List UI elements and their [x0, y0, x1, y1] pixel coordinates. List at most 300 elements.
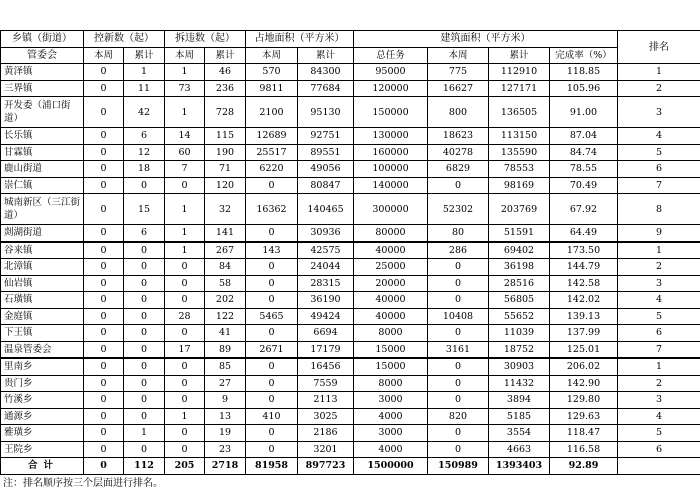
cell-build-cum: 3554: [489, 425, 550, 442]
table-row: [1, 64, 700, 81]
header-completion: 完成率（%）: [550, 47, 618, 64]
cell-approve-cum: 0: [124, 275, 165, 292]
cell-completion-rate: 116.58: [550, 441, 618, 458]
header-build-cum: 累计: [489, 47, 550, 64]
cell-build-week: 80: [428, 225, 489, 242]
cell-rank: 3: [618, 97, 700, 128]
cell-approve-week: 0: [84, 425, 124, 442]
cell-build-cum: 36198: [489, 259, 550, 276]
table-row: [1, 194, 700, 225]
cell-land-cum: 7559: [298, 375, 354, 392]
cell-build-week: 0: [428, 275, 489, 292]
cell-approve-cum: 42: [124, 97, 165, 128]
cell-town-name: 雅璜乡: [1, 425, 84, 442]
cell-town-name: 北漳镇: [1, 259, 84, 276]
header-land-cum: 累计: [298, 47, 354, 64]
cell-demolish-cum: 13: [205, 408, 246, 425]
cell-approve-cum: 11: [124, 80, 165, 97]
cell-demolish-week: 1: [165, 194, 205, 225]
cell-build-week: 6829: [428, 161, 489, 178]
header-approve-week: 本周: [84, 47, 124, 64]
cell-completion-rate: 125.01: [550, 341, 618, 358]
cell-land-week: 2671: [246, 341, 298, 358]
table-body: [1, 64, 700, 475]
cell-approve-week: 0: [84, 225, 124, 242]
cell-approve-week: 0: [84, 341, 124, 358]
cell-town-name: 剡湖街道: [1, 225, 84, 242]
cell-build-cum: 11039: [489, 325, 550, 342]
cell-demolish-cum: 41: [205, 325, 246, 342]
cell-demolish-week: 1: [165, 408, 205, 425]
cell-town-name: 三界镇: [1, 80, 84, 97]
cell-demolish-week: 0: [165, 259, 205, 276]
cell-land-cum: 6694: [298, 325, 354, 342]
cell-build-week: 40278: [428, 144, 489, 161]
cell-demolish-cum: 85: [205, 358, 246, 375]
cell-land-cum: 3201: [298, 441, 354, 458]
cell-rank: 1: [618, 358, 700, 375]
cell-rank: 1: [618, 242, 700, 259]
cell-total-task: 40000: [354, 308, 428, 325]
cell-approve-week: 0: [84, 392, 124, 409]
table-row: [1, 225, 700, 242]
cell-approve-cum: 0: [124, 242, 165, 259]
cell-build-cum: 98169: [489, 177, 550, 194]
cell-build-week: 0: [428, 358, 489, 375]
table-row: [1, 441, 700, 458]
cell-demolish-week: 14: [165, 128, 205, 145]
cell-build-week: 0: [428, 425, 489, 442]
cell-completion-rate: 118.85: [550, 64, 618, 81]
header-town: 乡镇（街道）: [1, 31, 84, 48]
cell-approve-week: 0: [84, 441, 124, 458]
cell-completion-rate: 206.02: [550, 358, 618, 375]
table-row: [1, 275, 700, 292]
cell-town-name: 开发委（浦口街道）: [1, 97, 84, 128]
cell-build-cum: 135590: [489, 144, 550, 161]
cell-land-week: 6220: [246, 161, 298, 178]
header-approve-cum: 累计: [124, 47, 165, 64]
cell-demolish-cum: 236: [205, 80, 246, 97]
cell-approve-week: 0: [84, 275, 124, 292]
cell-demolish-week: 60: [165, 144, 205, 161]
cell-demolish-cum: 267: [205, 242, 246, 259]
cell-demolish-week: 205: [165, 458, 205, 475]
cell-demolish-week: 1: [165, 64, 205, 81]
cell-build-cum: 18752: [489, 341, 550, 358]
table-row: [1, 408, 700, 425]
cell-total-task: 160000: [354, 144, 428, 161]
cell-completion-rate: 139.13: [550, 308, 618, 325]
cell-total-task: 3000: [354, 392, 428, 409]
cell-land-cum: 36190: [298, 292, 354, 309]
cell-build-cum: 127171: [489, 80, 550, 97]
cell-land-week: 0: [246, 441, 298, 458]
total-row: [1, 458, 700, 475]
cell-build-week: 800: [428, 97, 489, 128]
cell-completion-rate: 87.04: [550, 128, 618, 145]
cell-build-week: 0: [428, 441, 489, 458]
cell-build-cum: 136505: [489, 97, 550, 128]
cell-demolish-cum: 120: [205, 177, 246, 194]
header-build-group: 建筑面积（平方米）: [354, 31, 618, 48]
cell-total-task: 150000: [354, 97, 428, 128]
cell-demolish-cum: 27: [205, 375, 246, 392]
cell-approve-week: 0: [84, 64, 124, 81]
cell-rank: 1: [618, 64, 700, 81]
cell-town-name: 金庭镇: [1, 308, 84, 325]
footnote: 注：排名顺序按三个层面进行排名。: [3, 478, 163, 489]
cell-town-name: 王院乡: [1, 441, 84, 458]
cell-total-task: 300000: [354, 194, 428, 225]
cell-build-cum: 4663: [489, 441, 550, 458]
report-container: [0, 30, 700, 475]
cell-land-week: 570: [246, 64, 298, 81]
cell-town-name: 贵门乡: [1, 375, 84, 392]
cell-demolish-cum: 32: [205, 194, 246, 225]
cell-land-week: 0: [246, 292, 298, 309]
cell-rank: 4: [618, 408, 700, 425]
cell-town-name: 里南乡: [1, 358, 84, 375]
cell-land-cum: 95130: [298, 97, 354, 128]
cell-total-task: 40000: [354, 292, 428, 309]
cell-approve-cum: 0: [124, 341, 165, 358]
cell-approve-cum: 6: [124, 225, 165, 242]
cell-total-task: 40000: [354, 242, 428, 259]
table-row: [1, 292, 700, 309]
cell-rank: 6: [618, 441, 700, 458]
cell-total-task: 4000: [354, 408, 428, 425]
cell-town-name: 下王镇: [1, 325, 84, 342]
header-total-task: 总任务: [354, 47, 428, 64]
cell-town-name: 长乐镇: [1, 128, 84, 145]
cell-total-task: 1500000: [354, 458, 428, 475]
cell-completion-rate: 142.02: [550, 292, 618, 309]
cell-demolish-week: 7: [165, 161, 205, 178]
cell-land-cum: 140465: [298, 194, 354, 225]
cell-land-week: 0: [246, 358, 298, 375]
cell-approve-week: 0: [84, 358, 124, 375]
cell-build-cum: 3894: [489, 392, 550, 409]
cell-build-cum: 51591: [489, 225, 550, 242]
cell-build-cum: 11432: [489, 375, 550, 392]
cell-completion-rate: 84.74: [550, 144, 618, 161]
cell-total-task: 15000: [354, 341, 428, 358]
cell-demolish-week: 0: [165, 292, 205, 309]
cell-land-week: 2100: [246, 97, 298, 128]
cell-land-week: 16362: [246, 194, 298, 225]
table-row: [1, 128, 700, 145]
table-row: [1, 341, 700, 358]
cell-build-cum: 5185: [489, 408, 550, 425]
cell-rank: [618, 458, 700, 475]
cell-completion-rate: 142.58: [550, 275, 618, 292]
cell-build-week: 0: [428, 325, 489, 342]
cell-demolish-cum: 202: [205, 292, 246, 309]
cell-land-cum: 30936: [298, 225, 354, 242]
header-build-week: 本周: [428, 47, 489, 64]
cell-build-cum: 28516: [489, 275, 550, 292]
cell-rank: 9: [618, 225, 700, 242]
cell-demolish-week: 17: [165, 341, 205, 358]
table-row: [1, 425, 700, 442]
cell-demolish-cum: 71: [205, 161, 246, 178]
cell-total-task: 140000: [354, 177, 428, 194]
cell-land-week: 0: [246, 425, 298, 442]
cell-build-week: 0: [428, 392, 489, 409]
cell-demolish-week: 1: [165, 242, 205, 259]
table-row: [1, 259, 700, 276]
cell-approve-week: 0: [84, 292, 124, 309]
cell-approve-cum: 0: [124, 292, 165, 309]
cell-town-name: 通源乡: [1, 408, 84, 425]
cell-demolish-cum: 122: [205, 308, 246, 325]
cell-land-week: 81958: [246, 458, 298, 475]
cell-demolish-cum: 84: [205, 259, 246, 276]
table-row: [1, 161, 700, 178]
cell-town-name: 竹溪乡: [1, 392, 84, 409]
cell-completion-rate: 91.00: [550, 97, 618, 128]
cell-completion-rate: 64.49: [550, 225, 618, 242]
cell-demolish-cum: 58: [205, 275, 246, 292]
cell-land-cum: 80847: [298, 177, 354, 194]
table-row: [1, 325, 700, 342]
cell-land-week: 9811: [246, 80, 298, 97]
cell-demolish-week: 0: [165, 392, 205, 409]
table-row: [1, 375, 700, 392]
cell-approve-cum: 0: [124, 392, 165, 409]
cell-town-name: 黄泽镇: [1, 64, 84, 81]
cell-build-cum: 78553: [489, 161, 550, 178]
cell-land-cum: 3025: [298, 408, 354, 425]
header-demolish-group: 拆违数（起）: [165, 31, 246, 48]
cell-land-week: 0: [246, 259, 298, 276]
cell-rank: 2: [618, 80, 700, 97]
cell-demolish-cum: 2718: [205, 458, 246, 475]
cell-approve-cum: 6: [124, 128, 165, 145]
header-rank: 排名: [618, 31, 700, 64]
cell-land-cum: 77684: [298, 80, 354, 97]
table-row: [1, 392, 700, 409]
cell-approve-week: 0: [84, 194, 124, 225]
cell-approve-week: 0: [84, 458, 124, 475]
table-row: [1, 358, 700, 375]
cell-total-task: 95000: [354, 64, 428, 81]
cell-land-week: 410: [246, 408, 298, 425]
cell-rank: 4: [618, 128, 700, 145]
cell-town-name: 仙岩镇: [1, 275, 84, 292]
cell-demolish-week: 73: [165, 80, 205, 97]
cell-land-cum: 24044: [298, 259, 354, 276]
cell-land-week: 5465: [246, 308, 298, 325]
cell-land-cum: 2186: [298, 425, 354, 442]
cell-total-task: 100000: [354, 161, 428, 178]
cell-build-week: 286: [428, 242, 489, 259]
cell-rank: 5: [618, 308, 700, 325]
cell-demolish-week: 0: [165, 325, 205, 342]
cell-land-cum: 84300: [298, 64, 354, 81]
cell-demolish-week: 1: [165, 97, 205, 128]
cell-land-cum: 897723: [298, 458, 354, 475]
cell-land-cum: 92751: [298, 128, 354, 145]
cell-rank: 5: [618, 425, 700, 442]
cell-land-cum: 17179: [298, 341, 354, 358]
cell-land-week: 0: [246, 392, 298, 409]
cell-demolish-cum: 19: [205, 425, 246, 442]
cell-demolish-cum: 9: [205, 392, 246, 409]
cell-completion-rate: 142.90: [550, 375, 618, 392]
cell-demolish-week: 28: [165, 308, 205, 325]
cell-approve-week: 0: [84, 80, 124, 97]
cell-build-week: 0: [428, 375, 489, 392]
cell-total-task: 120000: [354, 80, 428, 97]
cell-approve-cum: 0: [124, 358, 165, 375]
cell-land-week: 25517: [246, 144, 298, 161]
table-row: [1, 177, 700, 194]
cell-total-task: 8000: [354, 325, 428, 342]
cell-rank: 2: [618, 375, 700, 392]
cell-demolish-week: 0: [165, 375, 205, 392]
cell-completion-rate: 70.49: [550, 177, 618, 194]
header-demolish-week: 本周: [165, 47, 205, 64]
table-row: [1, 242, 700, 259]
cell-total-task: 130000: [354, 128, 428, 145]
cell-rank: 4: [618, 292, 700, 309]
cell-approve-cum: 1: [124, 64, 165, 81]
cell-completion-rate: 129.80: [550, 392, 618, 409]
cell-land-week: 0: [246, 375, 298, 392]
cell-town-name: 温泉管委会: [1, 341, 84, 358]
cell-land-week: 0: [246, 225, 298, 242]
cell-approve-cum: 1: [124, 425, 165, 442]
cell-rank: 6: [618, 325, 700, 342]
cell-demolish-week: 0: [165, 441, 205, 458]
cell-demolish-week: 0: [165, 358, 205, 375]
cell-rank: 5: [618, 144, 700, 161]
cell-town-name: 甘霖镇: [1, 144, 84, 161]
cell-land-week: 0: [246, 177, 298, 194]
cell-approve-week: 0: [84, 177, 124, 194]
cell-approve-cum: 15: [124, 194, 165, 225]
cell-rank: 8: [618, 194, 700, 225]
cell-build-week: 0: [428, 259, 489, 276]
cell-build-cum: 1393403: [489, 458, 550, 475]
cell-rank: 3: [618, 392, 700, 409]
cell-build-cum: 112910: [489, 64, 550, 81]
cell-approve-week: 0: [84, 128, 124, 145]
cell-rank: 6: [618, 161, 700, 178]
cell-land-week: 12689: [246, 128, 298, 145]
cell-approve-week: 0: [84, 259, 124, 276]
cell-rank: 3: [618, 275, 700, 292]
cell-demolish-cum: 46: [205, 64, 246, 81]
cell-build-week: 18623: [428, 128, 489, 145]
cell-total-task: 20000: [354, 275, 428, 292]
cell-demolish-cum: 23: [205, 441, 246, 458]
cell-demolish-cum: 115: [205, 128, 246, 145]
cell-town-name: 崇仁镇: [1, 177, 84, 194]
cell-build-week: 52302: [428, 194, 489, 225]
cell-build-week: 820: [428, 408, 489, 425]
cell-town-name: 石璜镇: [1, 292, 84, 309]
cell-completion-rate: 78.55: [550, 161, 618, 178]
cell-land-cum: 49056: [298, 161, 354, 178]
cell-demolish-cum: 89: [205, 341, 246, 358]
cell-approve-week: 0: [84, 325, 124, 342]
cell-demolish-week: 0: [165, 177, 205, 194]
cell-build-week: 10408: [428, 308, 489, 325]
cell-land-week: 143: [246, 242, 298, 259]
cell-completion-rate: 92.89: [550, 458, 618, 475]
cell-build-cum: 55652: [489, 308, 550, 325]
table-row: [1, 80, 700, 97]
cell-build-cum: 56805: [489, 292, 550, 309]
cell-completion-rate: 137.99: [550, 325, 618, 342]
cell-completion-rate: 118.47: [550, 425, 618, 442]
cell-demolish-cum: 141: [205, 225, 246, 242]
cell-completion-rate: 67.92: [550, 194, 618, 225]
header-land-week: 本周: [246, 47, 298, 64]
cell-build-cum: 69402: [489, 242, 550, 259]
cell-completion-rate: 144.79: [550, 259, 618, 276]
cell-town-name: 鹿山街道: [1, 161, 84, 178]
cell-approve-cum: 18: [124, 161, 165, 178]
cell-land-cum: 89551: [298, 144, 354, 161]
cell-build-week: 16627: [428, 80, 489, 97]
cell-land-cum: 16456: [298, 358, 354, 375]
cell-approve-week: 0: [84, 375, 124, 392]
cell-demolish-cum: 728: [205, 97, 246, 128]
cell-town-name: 谷来镇: [1, 242, 84, 259]
cell-build-week: 775: [428, 64, 489, 81]
cell-build-week: 0: [428, 177, 489, 194]
cell-completion-rate: 129.63: [550, 408, 618, 425]
cell-build-week: 3161: [428, 341, 489, 358]
table-row: [1, 144, 700, 161]
cell-approve-cum: 0: [124, 408, 165, 425]
cell-build-cum: 30903: [489, 358, 550, 375]
cell-rank: 7: [618, 177, 700, 194]
table-row: [1, 308, 700, 325]
cell-rank: 7: [618, 341, 700, 358]
cell-approve-cum: 0: [124, 375, 165, 392]
cell-total-task: 25000: [354, 259, 428, 276]
cell-approve-cum: 0: [124, 325, 165, 342]
cell-approve-cum: 12: [124, 144, 165, 161]
cell-total-task: 80000: [354, 225, 428, 242]
cell-approve-week: 0: [84, 144, 124, 161]
cell-completion-rate: 173.50: [550, 242, 618, 259]
cell-total-task: 8000: [354, 375, 428, 392]
cell-approve-week: 0: [84, 97, 124, 128]
cell-approve-week: 0: [84, 308, 124, 325]
cell-build-cum: 113150: [489, 128, 550, 145]
cell-land-cum: 28315: [298, 275, 354, 292]
cell-total-task: 4000: [354, 441, 428, 458]
cell-town-name: 合计: [1, 458, 84, 475]
cell-approve-week: 0: [84, 242, 124, 259]
cell-build-week: 150989: [428, 458, 489, 475]
cell-completion-rate: 105.96: [550, 80, 618, 97]
cell-land-week: 0: [246, 325, 298, 342]
cell-approve-cum: 0: [124, 259, 165, 276]
cell-demolish-week: 0: [165, 425, 205, 442]
cell-demolish-week: 0: [165, 275, 205, 292]
cell-land-week: 0: [246, 275, 298, 292]
cell-approve-cum: 0: [124, 308, 165, 325]
cell-approve-cum: 112: [124, 458, 165, 475]
cell-town-name: 城南新区（三江街道）: [1, 194, 84, 225]
